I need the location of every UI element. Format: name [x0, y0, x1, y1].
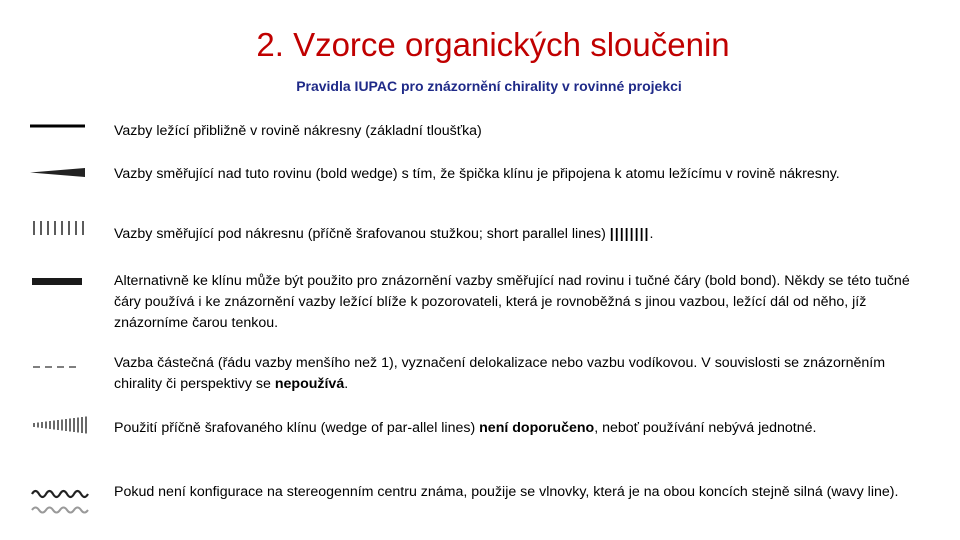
hashed-wedge-icon: [32, 414, 92, 436]
rule-hashed-bond: [114, 224, 934, 245]
rule-hashed-wedge: [114, 418, 934, 439]
plain-bond-icon: [30, 120, 86, 134]
rule-bold-wedge: [114, 164, 934, 185]
rule-text: Vazba částečná (řádu vazby menšího než 1), vyznačení delokalizace nebo vazbu vodíkovou. V souvislosti se znázorněním chirality či perspektivy se: [114, 355, 886, 392]
rule-dashed-bond: [114, 353, 934, 395]
rule-plain-bond: [114, 121, 934, 142]
rule-text-end: , neboť používání nebývá jednotné.: [594, 420, 817, 436]
hashed-bond-icon: [32, 218, 92, 238]
rule-text-end: .: [649, 226, 654, 242]
rule-bold-bond: [114, 271, 934, 334]
wavy-bond-icon: [30, 484, 90, 518]
bold-wedge-icon: [30, 164, 86, 182]
bold-bond-icon: [30, 277, 86, 289]
rule-text: Vazby směřující nad tuto rovinu (bold wedge) s tím, že špička klínu je připojena k atomu ležícímu v rovině nákresny.: [114, 166, 840, 182]
rule-emphasis: nepoužívá: [274, 376, 345, 392]
rule-text: Vazby směřující pod nákresnu (příčně šrafovanou stužkou; short parallel lines): [114, 226, 610, 242]
rule-text: Vazby ležící přibližně v rovině nákresny (základní tloušťka): [114, 123, 482, 139]
rule-text-end: .: [344, 376, 349, 392]
rule-text: Použití příčně šrafovaného klínu (wedge of par-allel lines): [114, 420, 480, 436]
rule-text: Pokud není konfigurace na stereogenním centru známa, použije se vlnovky, která je na obou koncích stejně silná (wavy line).: [114, 484, 899, 500]
slide-title: 2. Vzorce organických sloučenin: [256, 26, 730, 63]
rule-wavy-bond: [114, 482, 934, 503]
slide-subtitle: Pravidla IUPAC pro znázornění chirality v rovinné projekci: [296, 78, 682, 94]
dashed-bond-icon: [33, 362, 89, 372]
rule-emphasis: není doporučeno: [479, 420, 595, 436]
hashed-bars-inline: ||||||||: [609, 226, 650, 242]
rule-text: Alternativně ke klínu může být použito pro znázornění vazby směřující nad rovinu i tučné čáry (bold bond). Někdy se této tučné čáry používá i ke znázornění vazby ležící blíže k pozorovateli, která je rovnoběžná s jinou vazbou, ležící dál od něho, jíž znázorníme čarou tenkou.: [114, 273, 910, 331]
